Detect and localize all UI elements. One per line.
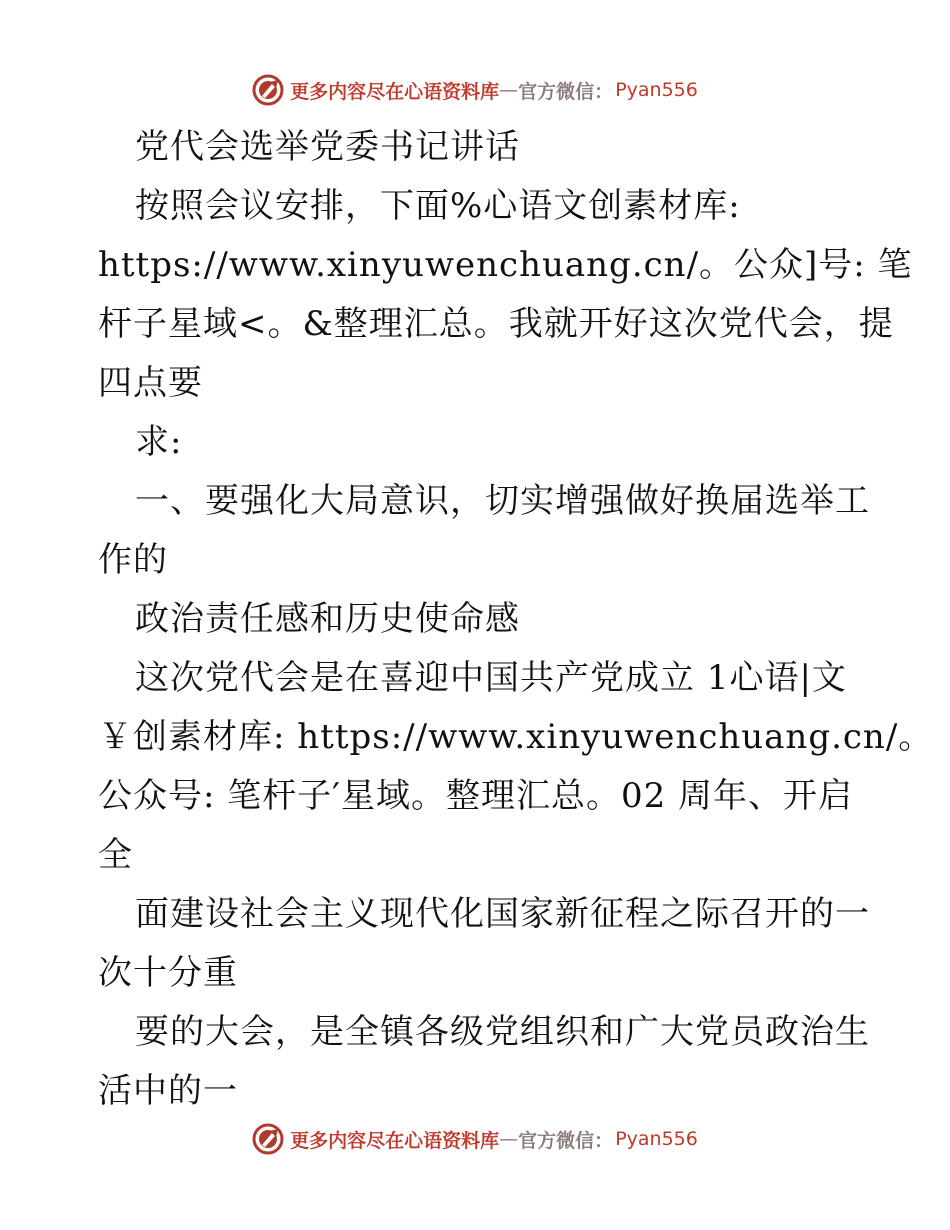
text-line: 求: [135, 422, 183, 462]
text-line: 活中的一 [98, 1071, 238, 1111]
footer-watermark [0, 1119, 950, 1159]
pen-nib-logo-icon [252, 74, 284, 106]
watermark-dash: — [499, 79, 519, 101]
text-line: ￥创素材库: https://www.xinyuwenchuang.cn/。 [98, 717, 934, 757]
document-body [98, 118, 934, 1121]
text-line: 次十分重 [98, 953, 238, 993]
text-line: 四点要 [98, 363, 203, 403]
text-line: 按照会议安排，下面%心语文创素材库: [135, 186, 741, 226]
text-line: 面建设社会主义现代化国家新征程之际召开的一 [135, 894, 870, 934]
text-line: 这次党代会是在喜迎中国共产党成立 1心语|文 [135, 658, 847, 698]
watermark-text: 更多内容尽在心语资料库 [290, 1129, 500, 1152]
header-watermark [0, 70, 950, 110]
watermark-text: 更多内容尽在心语资料库 [290, 80, 500, 103]
text-line: 要的大会，是全镇各级党组织和广大党员政治生 [135, 1012, 870, 1052]
text-line: https://www.xinyuwenchuang.cn/。公众]号: 笔 [98, 245, 913, 285]
text-line: 杆子星域<。&整理汇总。我就开好这次党代会，提 [98, 304, 894, 344]
pen-nib-logo-icon [252, 1123, 284, 1155]
text-line: 公众号: 笔杆子′星域。整理汇总。02 周年、开启 [98, 776, 854, 816]
text-line: 政治责任感和历史使命感 [135, 599, 520, 639]
wechat-id: Pyan556 [615, 1128, 698, 1150]
text-line: 一、要强化大局意识，切实增强做好换届选举工 [135, 481, 870, 521]
wechat-id: Pyan556 [615, 79, 698, 101]
wechat-label: 官方微信： [518, 1129, 614, 1152]
watermark-dash: — [499, 1128, 519, 1150]
wechat-label: 官方微信： [518, 80, 614, 103]
text-line: 全 [98, 835, 133, 875]
text-line: 作的 [98, 540, 168, 580]
text-line: 党代会选举党委书记讲话 [135, 127, 520, 167]
